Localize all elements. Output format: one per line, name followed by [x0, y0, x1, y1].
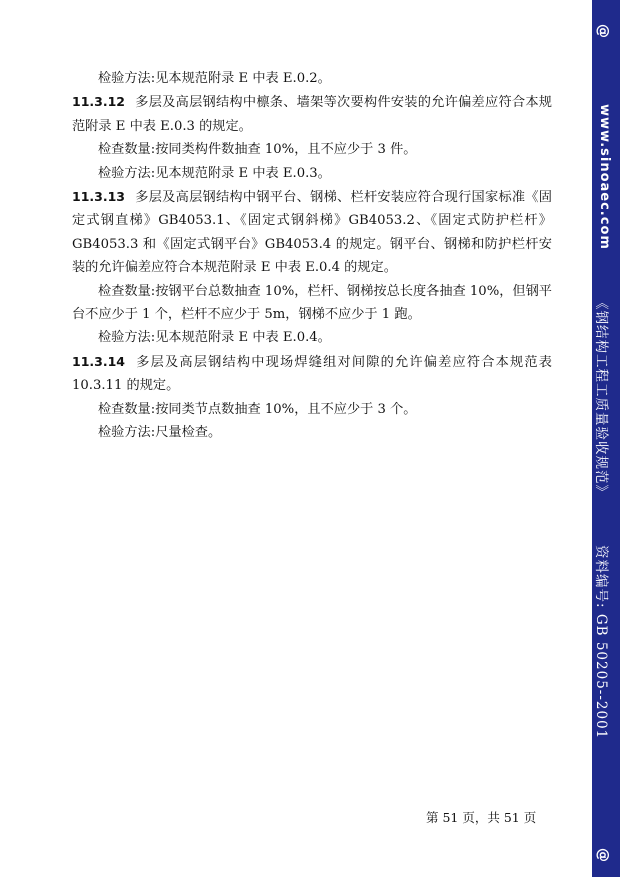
document-number: 资料编号: GB 50205--2001 — [593, 545, 609, 740]
clause-11-3-13 — [72, 185, 552, 280]
page-number-footer: 第 51 页，共 51 页 — [426, 810, 537, 825]
clause-text: 多层及高层钢结构中钢平台、钢梯、栏杆安装应符合现行国家标准《固定式钢直梯》GB4053.1、《固定式钢斜梯》GB4053.2、《固定式防护栏杆》GB4053.3 和《固定式钢平台》GB4053.4 的规定。钢平台、钢梯和防护栏杆安装的允许偏差应符合本规范附录 E 中表 E.0.4 的规定。 — [72, 190, 552, 276]
inspection-quantity-2: 检查数量:按钢平台总数抽查 10%，栏杆、钢梯按总长度各抽查 10%，但钢平台不应少于 1 个，栏杆不应少于 5m，钢梯不应少于 1 跑。 — [72, 283, 552, 323]
inspection-method-e03: 检验方法:见本规范附录 E 中表 E.0.3。 — [98, 165, 331, 181]
clause-text: 多层及高层钢结构中现场焊缝组对间隙的允许偏差应符合本规范表 10.3.11 的规定。 — [72, 354, 552, 394]
website-url: www.sinoaec.com — [597, 104, 612, 250]
clause-number: 11.3.12 — [72, 94, 125, 110]
at-sign-top: @ — [595, 24, 611, 39]
clause-text: 多层及高层钢结构中檩条、墙架等次要构件安装的允许偏差应符合本规范附录 E 中表 E.0.3 的规定。 — [72, 95, 552, 134]
inspection-method-measure: 检验方法:尺量检查。 — [98, 425, 222, 441]
document-title: 《钢结构工程工质量验收规范》 — [593, 296, 609, 499]
clause-number: 11.3.13 — [72, 189, 125, 205]
clause-11-3-12 — [72, 90, 552, 138]
document-body — [72, 67, 552, 445]
clause-number: 11.3.14 — [72, 353, 125, 369]
at-sign-bottom: @ — [595, 848, 611, 863]
inspection-quantity-1: 检查数量:按同类构件数抽查 10%，且不应少于 3 件。 — [98, 142, 417, 158]
clause-11-3-14 — [72, 350, 552, 398]
inspection-quantity-3: 检查数量:按同类节点数抽查 10%，且不应少于 3 个。 — [98, 401, 417, 417]
sidebar-banner — [592, 0, 620, 877]
inspection-method-e04: 检验方法:见本规范附录 E 中表 E.0.4。 — [98, 330, 331, 346]
inspection-method-e02: 检验方法:见本规范附录 E 中表 E.0.2。 — [98, 71, 331, 86]
